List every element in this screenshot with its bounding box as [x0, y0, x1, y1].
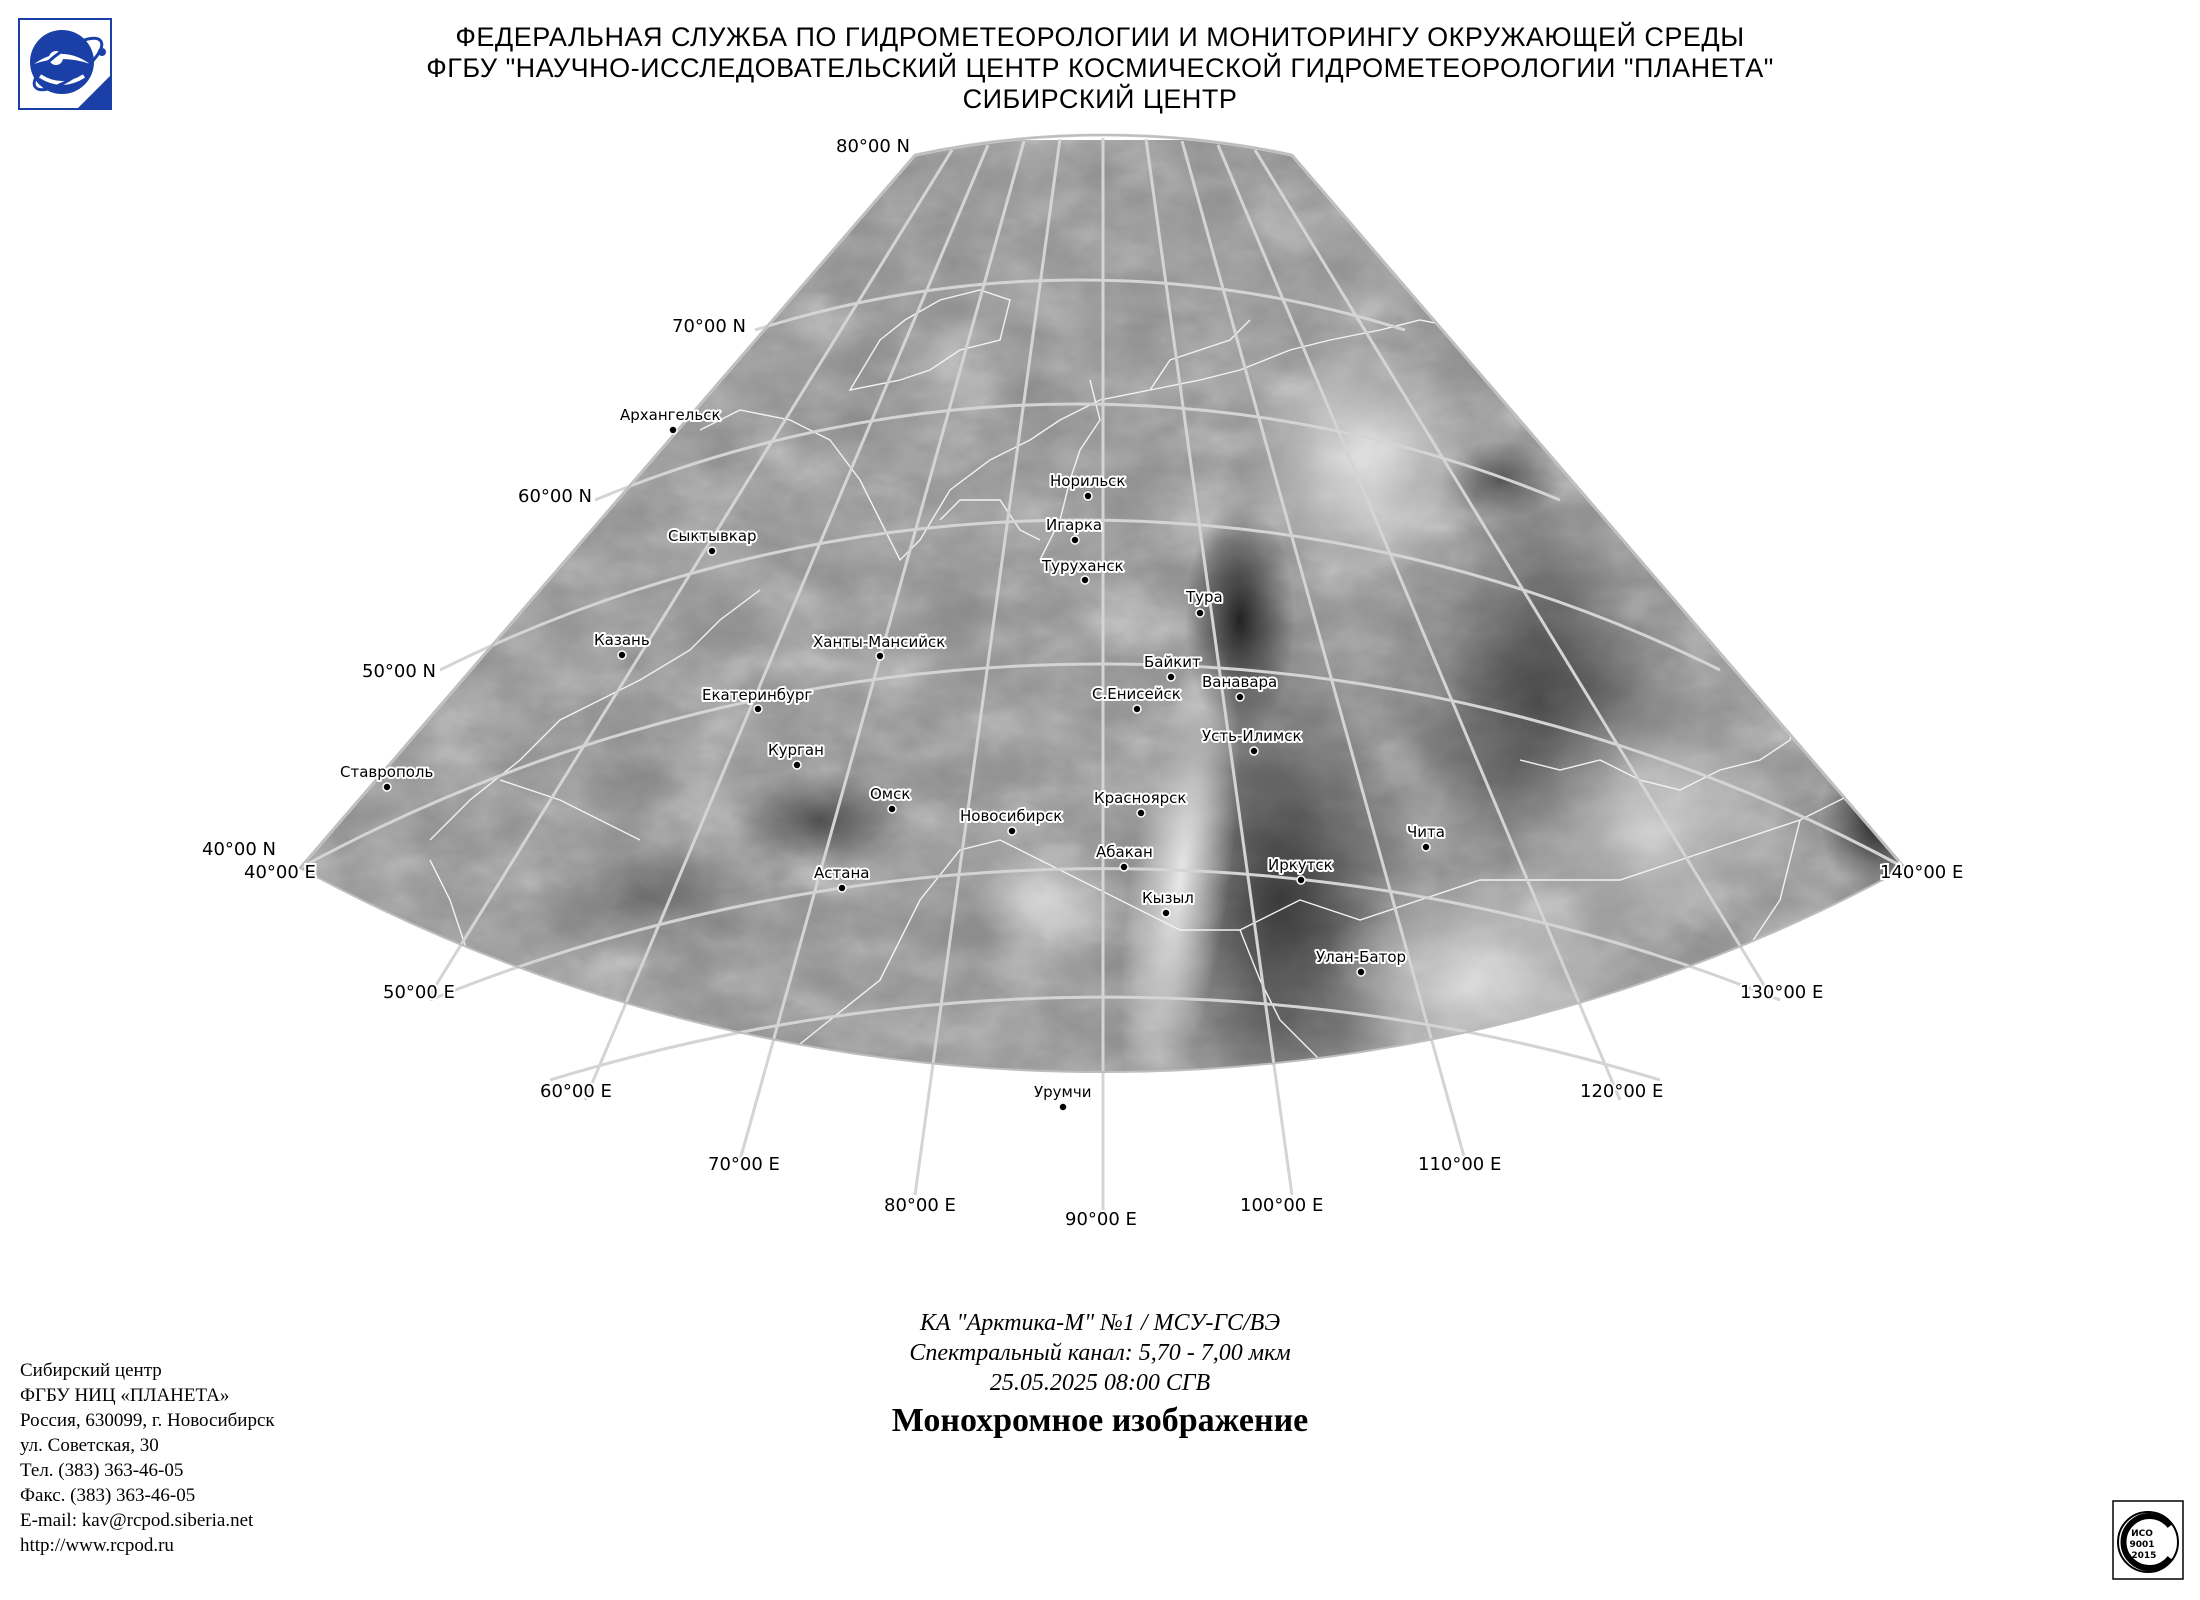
- city-label-omsk: Омск: [870, 785, 911, 803]
- city-dot-novosibirsk: [1008, 827, 1016, 835]
- city-label-irkutsk: Иркутск: [1268, 856, 1333, 874]
- city-label-s-eniseysk: С.Енисейск: [1092, 685, 1181, 703]
- contact-line-6: Факс. (383) 363-46-05: [20, 1485, 196, 1506]
- city-dot-norilsk: [1084, 492, 1092, 500]
- lon-label-90: 90°00 E: [1065, 1209, 1137, 1230]
- city-label-ulaanbaatar: Улан-Батор: [1316, 948, 1407, 966]
- city-label-syktyvkar: Сыктывкар: [668, 527, 757, 545]
- city-dot-ust-ilimsk: [1250, 747, 1258, 755]
- lat-label-40: 40°00 N: [202, 839, 276, 860]
- iso-badge-text-3: -2015: [2127, 1551, 2157, 1561]
- city-dot-s-eniseysk: [1133, 705, 1141, 713]
- city-dot-turukhansk: [1081, 576, 1089, 584]
- city-dot-omsk: [888, 805, 896, 813]
- iso-badge-text-1: ИСО: [2131, 1529, 2153, 1539]
- contact-line-5: Тел. (383) 363-46-05: [20, 1460, 184, 1481]
- city-label-khanty-mansiysk: Ханты-Мансийск: [813, 633, 946, 651]
- contact-website: http://www.rcpod.ru: [20, 1535, 174, 1556]
- city-label-baykit: Байкит: [1144, 653, 1201, 671]
- city-dot-igarka: [1071, 536, 1079, 544]
- lat-label-70: 70°00 N: [672, 316, 746, 337]
- city-dot-ekaterinburg: [754, 705, 762, 713]
- city-dot-krasnoyarsk: [1137, 809, 1145, 817]
- city-label-vanavara: Ванавара: [1202, 673, 1278, 691]
- lat-label-50: 50°00 N: [362, 661, 436, 682]
- city-label-kurgan: Курган: [768, 741, 824, 759]
- caption-datetime: 25.05.2025 08:00 СГВ: [989, 1370, 1211, 1396]
- city-dot-kurgan: [793, 761, 801, 769]
- city-dot-kyzyl: [1162, 909, 1170, 917]
- lat-label-80: 80°00 N: [836, 136, 910, 157]
- city-dot-astana: [838, 884, 846, 892]
- city-label-norilsk: Норильск: [1050, 472, 1126, 490]
- city-dot-stavropol: [383, 783, 391, 791]
- contact-line-4: ул. Советская, 30: [20, 1435, 159, 1456]
- lon-label-130: 130°00 E: [1740, 982, 1824, 1003]
- city-dot-chita: [1422, 843, 1430, 851]
- contact-email: E-mail: kav@rcpod.siberia.net: [20, 1510, 254, 1531]
- iso-certification-badge-icon: [2112, 1500, 2184, 1580]
- lon-label-80: 80°00 E: [884, 1195, 956, 1216]
- header-line-2: ФГБУ "НАУЧНО-ИССЛЕДОВАТЕЛЬСКИЙ ЦЕНТР КОСМИЧЕСКОЙ ГИДРОМЕТЕОРОЛОГИИ "ПЛАНЕТА": [426, 53, 1774, 83]
- city-label-abakan: Абакан: [1096, 843, 1153, 861]
- city-dot-syktyvkar: [708, 547, 716, 555]
- city-dot-tura: [1196, 609, 1204, 617]
- city-dot-khanty-mansiysk: [876, 652, 884, 660]
- lon-label-120: 120°00 E: [1580, 1081, 1664, 1102]
- city-dot-baykit: [1167, 673, 1175, 681]
- lon-label-70: 70°00 E: [708, 1154, 780, 1175]
- city-label-astana: Астана: [814, 864, 870, 882]
- city-label-igarka: Игарка: [1046, 516, 1103, 534]
- city-dot-kazan: [618, 651, 626, 659]
- lon-label-60: 60°00 E: [540, 1081, 612, 1102]
- lon-label-100: 100°00 E: [1240, 1195, 1324, 1216]
- header-line-1: ФЕДЕРАЛЬНАЯ СЛУЖБА ПО ГИДРОМЕТЕОРОЛОГИИ И МОНИТОРИНГУ ОКРУЖАЮЩЕЙ СРЕДЫ: [455, 22, 1745, 52]
- caption-title: Монохромное изображение: [891, 1402, 1309, 1439]
- lon-label-110: 110°00 E: [1418, 1154, 1502, 1175]
- city-label-ust-ilimsk: Усть-Илимск: [1202, 727, 1302, 745]
- contact-line-3: Россия, 630099, г. Новосибирск: [20, 1410, 275, 1431]
- caption-satellite: КА "Арктика-М" №1 / МСУ-ГС/ВЭ: [919, 1310, 1281, 1336]
- city-label-tura: Тура: [1186, 588, 1223, 606]
- lon-label-40: 40°00 E: [244, 862, 316, 883]
- city-dot-ulaanbaatar: [1357, 968, 1365, 976]
- city-dot-irkutsk: [1297, 876, 1305, 884]
- city-label-urumqi: Урумчи: [1034, 1083, 1092, 1101]
- contact-line-1: Сибирский центр: [20, 1360, 162, 1381]
- city-label-arkhangelsk: Архангельск: [620, 406, 721, 424]
- lat-label-60: 60°00 N: [518, 486, 592, 507]
- city-label-chita: Чита: [1407, 823, 1445, 841]
- city-label-turukhansk: Туруханск: [1042, 557, 1124, 575]
- iso-badge-text-2: 9001: [2129, 1540, 2155, 1550]
- caption-channel: Спектральный канал: 5,70 - 7,00 мкм: [909, 1340, 1291, 1366]
- city-label-kyzyl: Кызыл: [1142, 889, 1194, 907]
- city-dot-vanavara: [1236, 693, 1244, 701]
- city-label-ekaterinburg: Екатеринбург: [702, 686, 813, 704]
- city-dot-abakan: [1120, 863, 1128, 871]
- city-label-novosibirsk: Новосибирск: [960, 807, 1063, 825]
- city-dot-arkhangelsk: [669, 426, 677, 434]
- city-label-kazan: Казань: [594, 631, 650, 649]
- city-dot-urumqi: [1059, 1103, 1067, 1111]
- city-label-stavropol: Ставрополь: [340, 763, 434, 781]
- lon-label-140: 140°00 E: [1880, 862, 1964, 883]
- city-label-krasnoyarsk: Красноярск: [1094, 789, 1187, 807]
- header-line-3: СИБИРСКИЙ ЦЕНТР: [962, 84, 1238, 114]
- contact-line-2: ФГБУ НИЦ «ПЛАНЕТА»: [20, 1385, 230, 1406]
- lon-label-50: 50°00 E: [383, 982, 455, 1003]
